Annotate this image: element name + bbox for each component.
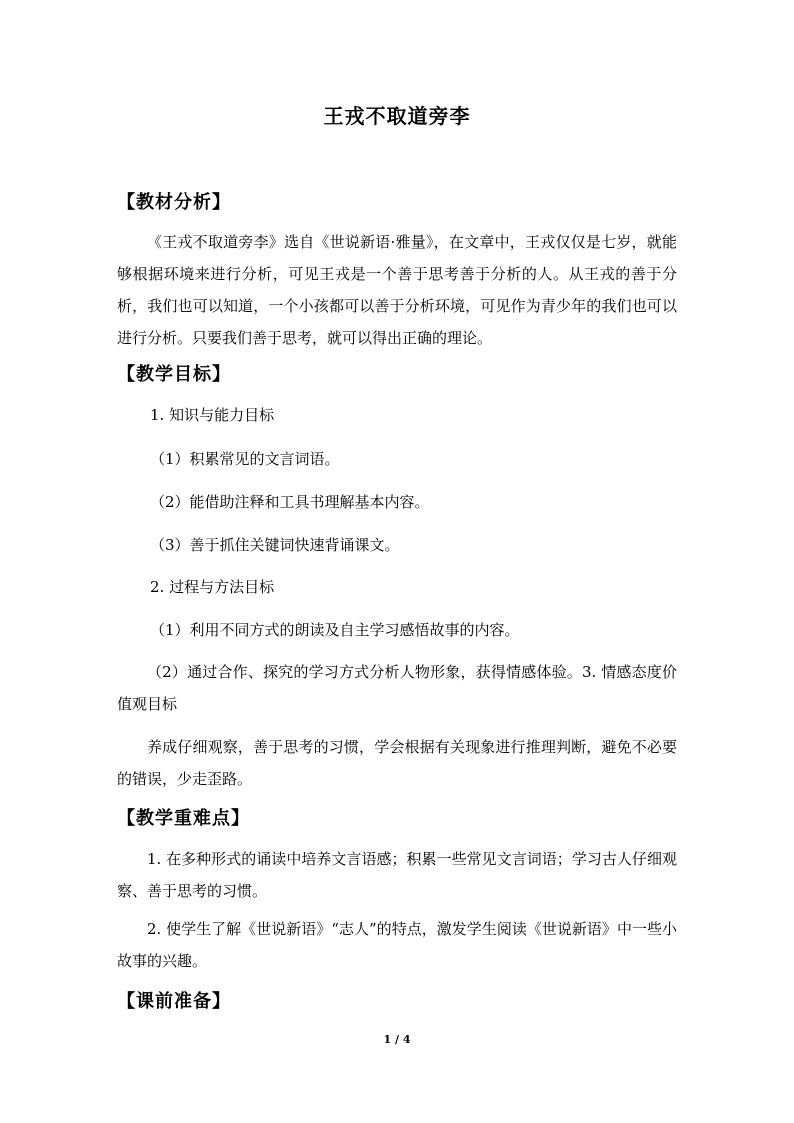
section-heading-analysis: 【教材分析】 bbox=[117, 192, 231, 213]
goal-item: （3）善于抓住关键词快速背诵课文。 bbox=[150, 536, 400, 554]
goal-item: 1. 知识与能力目标 bbox=[150, 406, 275, 424]
page-number: 1 / 4 bbox=[383, 1033, 411, 1046]
goal-item: （1）利用不同方式的朗读及自主学习感悟故事的内容。 bbox=[150, 621, 520, 639]
section-heading-goals: 【教学目标】 bbox=[117, 364, 231, 385]
goal-item-process: （2）通过合作、探究的学习方式分析人物形象，获得情感体验。3. 情感态度价值观目标 bbox=[117, 663, 677, 713]
goal-item: 2. 过程与方法目标 bbox=[150, 578, 275, 596]
analysis-paragraph: 《王戎不取道旁李》选自《世说新语·雅量》，在文章中，王戎仅仅是七岁，就能够根据环境来进行分析，可见王戎是一个善于思考善于分析的人。从王戎的善于分析，我们也可以知道，一个小孩都可以善于分析环境，可见作为青少年的我们也可以进行分析。只要我们善于思考，就可以得出正确的理论。 bbox=[117, 233, 677, 347]
goal-item: （1）积累常见的文言词语。 bbox=[150, 450, 340, 468]
section-heading-key-points: 【教学重难点】 bbox=[117, 808, 250, 829]
goal-item-values: 养成仔细观察，善于思考的习惯，学会根据有关现象进行推理判断，避免不必要的错误，少走歪路。 bbox=[117, 738, 677, 788]
document-title: 王戎不取道旁李 bbox=[323, 104, 471, 128]
key-point-item: 1. 在多种形式的诵读中培养文言语感；积累一些常见文言词语；学习古人仔细观察、善于思考的习惯。 bbox=[117, 850, 677, 900]
section-heading-preparation: 【课前准备】 bbox=[117, 991, 231, 1012]
key-point-item: 2. 使学生了解《世说新语》“志人”的特点，激发学生阅读《世说新语》中一些小故事的兴趣。 bbox=[117, 920, 677, 970]
goal-item: （2）能借助注释和工具书理解基本内容。 bbox=[150, 493, 430, 511]
